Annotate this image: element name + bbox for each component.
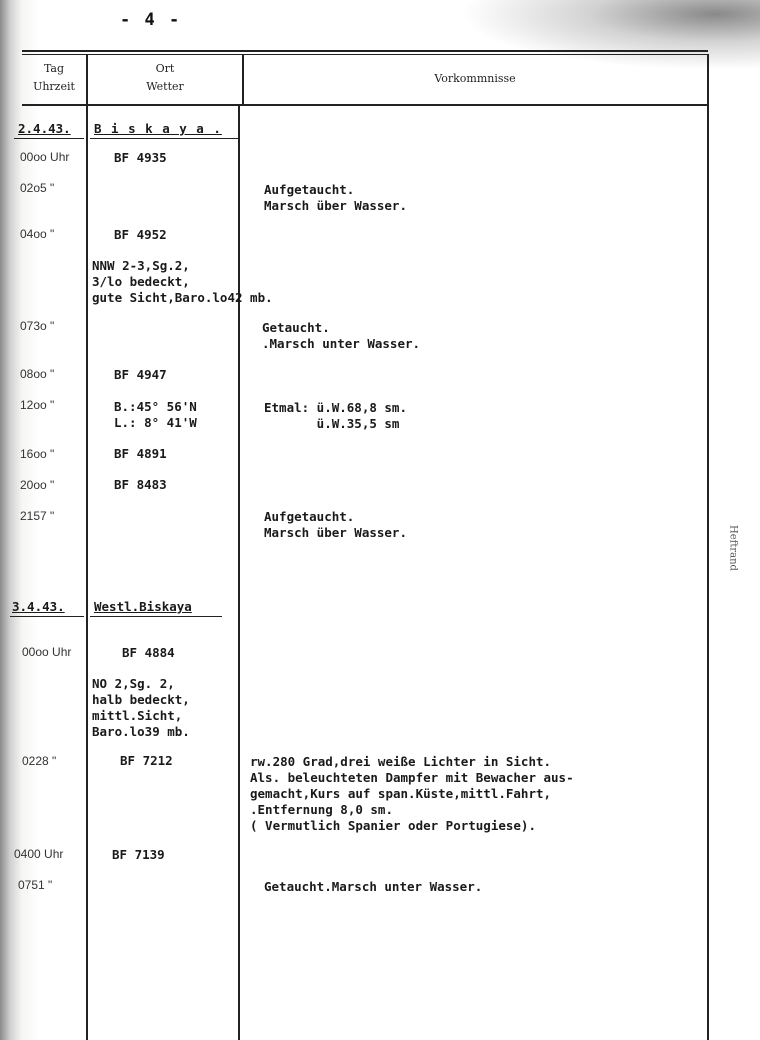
event-cell: Getaucht.Marsch unter Wasser. bbox=[264, 879, 483, 894]
time-cell: 00oo Uhr bbox=[20, 150, 70, 164]
page-number: - 4 - bbox=[120, 10, 182, 30]
time-cell: 16oo " bbox=[20, 447, 55, 461]
column-divider-1 bbox=[86, 54, 88, 1040]
header-vorkommnisse: Vorkommnisse bbox=[434, 72, 516, 85]
place-cell: BF 7212 bbox=[120, 753, 173, 768]
place-cell: BF 4884 bbox=[122, 645, 175, 660]
margin-text: Heftrand bbox=[727, 525, 739, 571]
place-cell: BF 8483 bbox=[114, 477, 167, 492]
event-cell: Etmal: ü.W.68,8 sm. ü.W.35,5 sm bbox=[264, 400, 407, 431]
header-ort: Ort bbox=[155, 62, 175, 75]
time-cell: 073o " bbox=[20, 319, 55, 333]
column-divider-2 bbox=[242, 54, 244, 104]
header-wetter: Wetter bbox=[146, 80, 184, 93]
place-cell: Westl.Biskaya bbox=[94, 599, 192, 614]
place-rule bbox=[90, 138, 238, 139]
event-cell: Getaucht. .Marsch unter Wasser. bbox=[262, 320, 421, 351]
time-cell: 0751 " bbox=[18, 878, 53, 892]
date-rule bbox=[14, 138, 84, 139]
top-border-line bbox=[22, 50, 708, 52]
date-rule bbox=[10, 616, 84, 617]
time-cell: 0400 Uhr bbox=[14, 847, 64, 861]
event-cell: Aufgetaucht. Marsch über Wasser. bbox=[264, 182, 407, 213]
event-cell: rw.280 Grad,drei weiße Lichter in Sicht. Als. beleuchteten Dampfer mit Bewacher aus- gemacht,Kurs auf span.Küste,mittl.Fahrt, .Entfernung 8,0 sm. ( Vermutlich Spanier oder Portugiese). bbox=[250, 754, 574, 833]
time-cell: 20oo " bbox=[20, 478, 55, 492]
top-border-line-2 bbox=[22, 54, 708, 55]
place-cell: B i s k a y a . bbox=[94, 121, 222, 136]
position-cell: B.:45° 56'N L.: 8° 41'W bbox=[114, 399, 197, 430]
place-rule bbox=[90, 616, 222, 617]
place-cell: BF 7139 bbox=[112, 847, 165, 862]
date-cell: 2.4.43. bbox=[18, 121, 71, 136]
event-cell: Aufgetaucht. Marsch über Wasser. bbox=[264, 509, 407, 540]
scan-speckle bbox=[460, 0, 760, 70]
margin-label-heftrand bbox=[716, 516, 739, 582]
right-border-line bbox=[707, 54, 709, 1040]
header-tag: Tag bbox=[43, 62, 65, 75]
place-cell: BF 4947 bbox=[114, 367, 167, 382]
time-cell: 08oo " bbox=[20, 367, 55, 381]
time-cell: 12oo " bbox=[20, 398, 55, 412]
time-cell: 02o5 " bbox=[20, 181, 55, 195]
place-cell: BF 4952 bbox=[114, 227, 167, 242]
time-cell: 04oo " bbox=[20, 227, 55, 241]
column-divider-2-body bbox=[238, 104, 240, 1040]
time-cell: 2157 " bbox=[20, 509, 55, 523]
place-cell: BF 4935 bbox=[114, 150, 167, 165]
header-col2 bbox=[90, 60, 240, 96]
time-cell: 00oo Uhr bbox=[22, 645, 72, 659]
weather-cell: NO 2,Sg. 2, halb bedeckt, mittl.Sicht, Baro.lo39 mb. bbox=[92, 676, 190, 739]
header-uhrzeit: Uhrzeit bbox=[33, 80, 75, 93]
weather-cell: NNW 2-3,Sg.2, 3/lo bedeckt, gute Sicht,Baro.lo42 mb. bbox=[92, 258, 273, 305]
date-cell: 3.4.43. bbox=[12, 599, 65, 614]
header-bottom-line bbox=[22, 104, 708, 106]
header-col1 bbox=[24, 60, 84, 96]
time-cell: 0228 " bbox=[22, 754, 57, 768]
place-cell: BF 4891 bbox=[114, 446, 167, 461]
